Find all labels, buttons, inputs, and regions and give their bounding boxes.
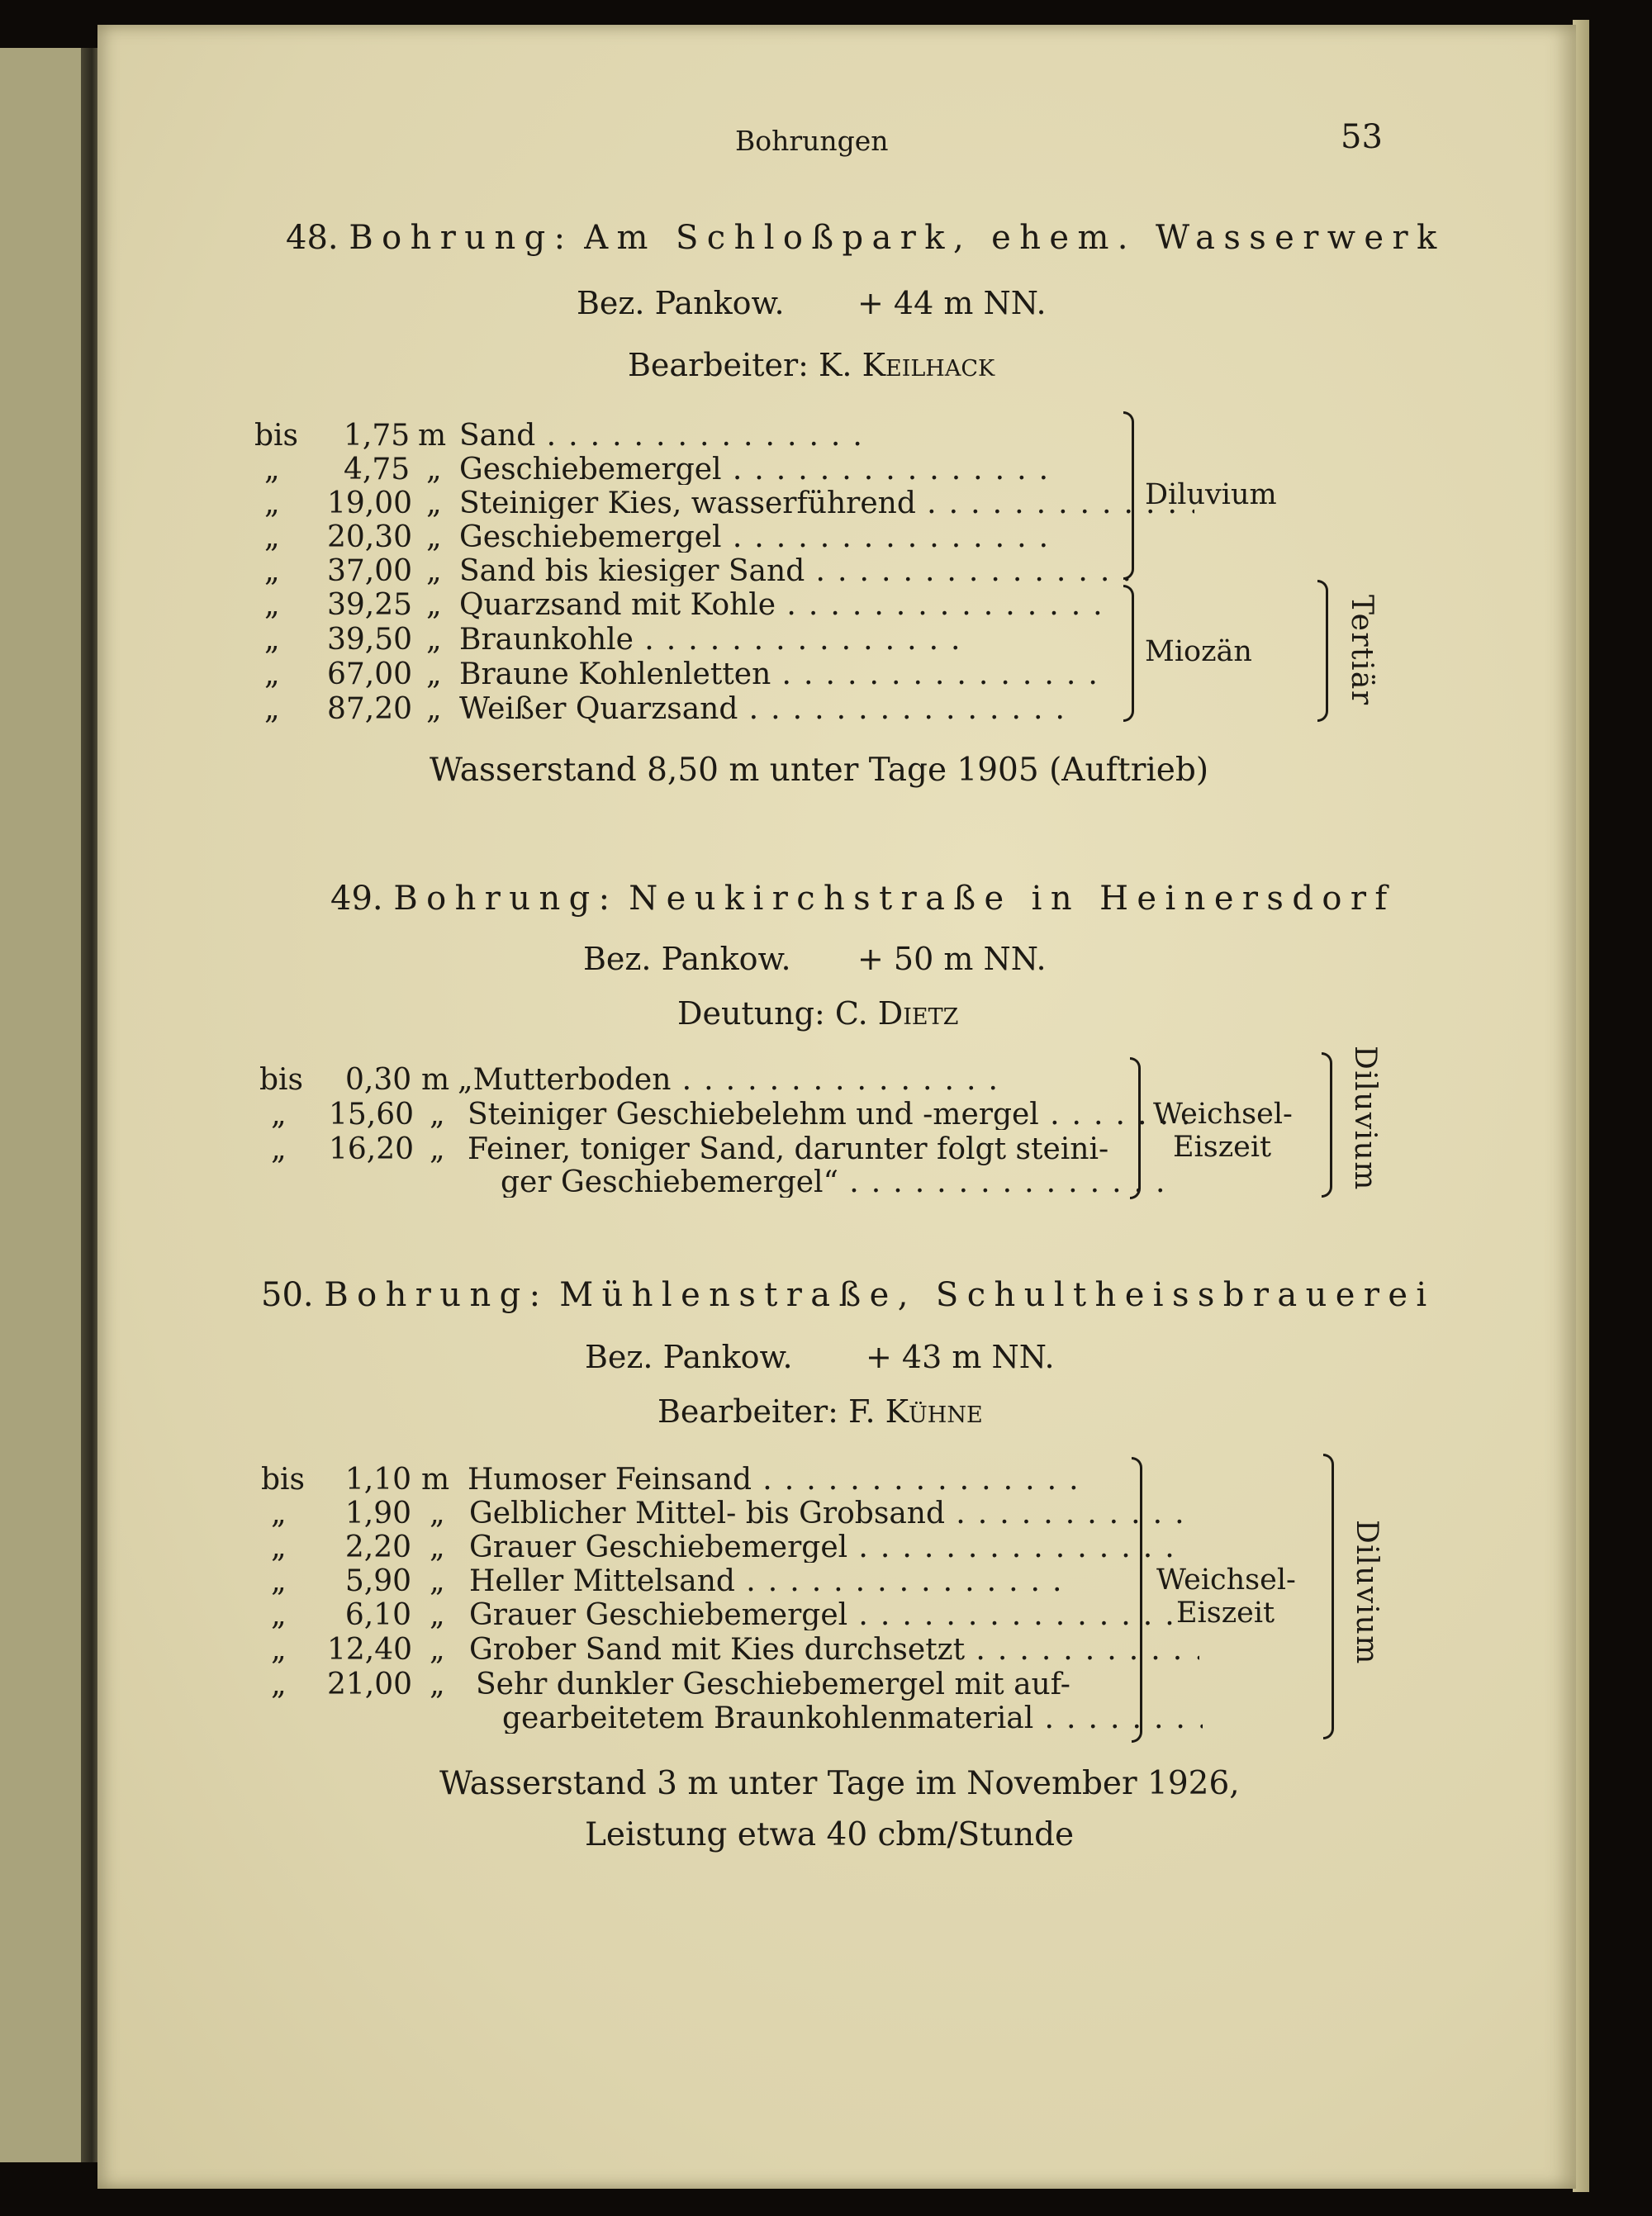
section-49-word: Bohrung: [393,880,619,918]
outer-group-diluvium-49: Diluvium [1348,1046,1382,1191]
section-50-elevation: + 43 m NN. [866,1339,1055,1375]
layer-desc-text: Geschiebemergel . . [459,523,1050,553]
book-gutter [81,48,99,2162]
section-50-author [657,1393,983,1430]
layer-prefix: „ [271,1598,287,1632]
layer-depth: 4,75 [344,453,411,486]
layer-unit: „ [426,520,442,554]
section-50-author-label: Bearbeiter: [657,1393,838,1430]
layer-desc-text: Grober Sand mit Kies durchsetzt . . [469,1635,1199,1665]
layer-depth: 16,20 [329,1132,415,1166]
layer-desc-text: Gelblicher Mittel- bis Grobsand . . [469,1499,1199,1529]
layer-unit: „ [426,657,442,691]
layer-prefix: „ [264,486,280,520]
layer-prefix: „ [264,588,280,622]
layer-description [458,1065,1198,1095]
section-50-note-1: Wasserstand 3 m unter Tage im November 1926, [439,1765,1240,1802]
section-49-author-initial: C. [834,995,868,1032]
layer-prefix: „ [271,1633,287,1667]
layer-depth: 67,00 [327,657,413,691]
layer-desc-text: Quarzsand mit Kohle . . [459,591,1104,620]
layer-depth: 0,30 [345,1063,412,1097]
group-diluvium: Diluvium [1145,478,1277,511]
layer-description [459,695,1194,724]
section-49-district: Bez. Pankow. [583,941,791,977]
section-50-word: Bohrung: [324,1276,549,1314]
layer-unit: „ [430,1132,445,1166]
section-48-place: Am Schloßpark, ehem. Wasserwerk [584,219,1446,257]
layer-description: Feiner, toniger Sand, darunter folgt steini- [468,1132,1109,1166]
layer-depth: 2,20 [344,1530,411,1564]
layer-prefix: „ [264,623,280,657]
layer-description [468,1100,1198,1130]
layer-desc-text: Grauer Geschiebemergel . . [469,1533,1175,1563]
brace-diluvium-50 [1323,1454,1334,1739]
section-50-place: Mühlenstraße, Schultheissbrauerei [559,1276,1436,1314]
layer-depth: 6,10 [344,1598,411,1632]
layer-description [459,660,1194,690]
layer-desc-text: Sand . . [459,421,864,451]
layer-prefix: bis [254,419,299,453]
layer-unit: „ [426,486,442,520]
layer-unit: „ [426,692,442,726]
layer-prefix: „ [271,1530,287,1564]
layer-desc-text: Sand bis kiesiger Sand . . [459,557,1133,586]
layer-prefix: „ [264,520,280,554]
layer-unit: m [421,1463,450,1497]
brace-diluvium-49 [1322,1052,1332,1198]
layer-depth: 39,25 [327,588,413,622]
section-48-heading [286,219,1446,257]
layer-desc-text: Humoser Feinsand . . [468,1465,1080,1495]
layer-unit: „ [430,1098,445,1132]
section-49-author-name: Dietz [877,995,959,1032]
outer-group-diluvium-50: Diluvium [1350,1520,1384,1665]
layer-desc-text: Steiniger Geschiebelehm und -mergel . . [468,1100,1198,1130]
layer-prefix: „ [271,1497,287,1530]
layer-description [459,557,1194,586]
section-48-author [628,349,995,381]
layer-description: Sehr dunkler Geschiebemergel mit auf- [476,1668,1070,1701]
left-page-edge [0,48,89,2162]
brace-miozaen [1123,585,1134,722]
section-48-number: 48. [286,219,339,257]
group-weichsel-line1: Weichsel- [1153,1098,1293,1131]
section-49-elevation: + 50 m NN. [857,941,1047,977]
section-48-author-name: Keilhack [862,347,995,383]
layer-depth: 87,20 [327,692,413,726]
layer-description [469,1601,1199,1630]
section-50-heading [261,1276,1436,1314]
layer-desc-text: Weißer Quarzsand . . [459,695,1066,724]
layer-unit: „ [426,453,442,486]
layer-prefix: „ [271,1098,287,1132]
layer-unit: „ [426,554,442,588]
layer-desc-text: Geschiebemergel . . [459,455,1050,485]
section-48-elevation: + 44 m NN. [857,285,1047,321]
layer-unit: „ [430,1668,445,1701]
layer-desc-text: Heller Mittelsand . . [469,1567,1063,1597]
layer-unit: „ [426,588,442,622]
layer-depth: 21,00 [327,1668,413,1701]
section-50-district: Bez. Pankow. [585,1339,793,1375]
layer-depth: 1,90 [344,1497,411,1530]
book-page [97,25,1576,2189]
layer-unit: „ [430,1633,445,1667]
layer-description [459,455,1194,485]
layer-desc-text: gearbeitetem Braunkohlenmaterial . . [502,1704,1203,1734]
layer-unit: „ [430,1564,445,1598]
layer-prefix: „ [271,1132,287,1166]
section-49-author-label: Deutung: [677,995,825,1032]
layer-description [459,523,1194,553]
layer-prefix: bis [261,1463,306,1497]
section-50-author-initial: F. [848,1393,876,1430]
brace-tertiaer [1317,580,1328,722]
layer-prefix: „ [264,692,280,726]
layer-description [501,1168,1198,1198]
layer-prefix: „ [271,1564,287,1598]
running-title: Bohrungen [735,125,889,157]
layer-depth: 37,00 [327,554,413,588]
layer-depth: 1,75 [344,419,411,453]
section-49-place: Neukirchstraße in Heinersdorf [629,880,1396,918]
section-48-word: Bohrung: [349,219,574,257]
layer-prefix: „ [271,1668,287,1701]
layer-unit: „ [430,1598,445,1632]
layer-description [468,1465,1199,1495]
layer-description [459,625,1194,655]
section-50-number: 50. [261,1276,314,1314]
layer-desc-text: „Mutterboden . . [458,1065,999,1095]
layer-description [502,1704,1203,1734]
section-48-note: Wasserstand 8,50 m unter Tage 1905 (Auftrieb) [430,752,1209,789]
brace-weichsel-49 [1130,1057,1141,1199]
section-49-number: 49. [330,880,383,918]
layer-depth: 15,60 [329,1098,415,1132]
layer-description [469,1567,1199,1597]
layer-prefix: „ [264,657,280,691]
layer-description [469,1499,1199,1529]
section-50-note-2: Leistung etwa 40 cbm/Stunde [585,1816,1075,1853]
outer-group-tertiaer: Tertiär [1345,595,1379,706]
brace-diluvium [1123,411,1134,580]
layer-desc-text: ger Geschiebemergel“ . . [501,1168,1166,1198]
layer-description [469,1533,1199,1563]
layer-unit: „ [430,1497,445,1530]
page-number: 53 [1341,118,1383,156]
layer-prefix: „ [264,554,280,588]
section-49-author [677,995,959,1032]
layer-depth: 12,40 [327,1633,413,1667]
section-48-author-label: Bearbeiter: [628,347,809,383]
section-50-author-name: Kühne [885,1393,983,1430]
section-48-author-initial: K. [819,347,852,383]
layer-unit: „ [430,1530,445,1564]
layer-description [459,591,1194,620]
layer-unit: m [418,419,447,453]
brace-weichsel-50 [1132,1457,1142,1743]
group-weichsel-line2: Eiszeit [1173,1131,1272,1164]
layer-description [469,1635,1199,1665]
layer-depth: 1,10 [344,1463,411,1497]
layer-description [459,421,1194,451]
layer-prefix: „ [264,453,280,486]
layer-depth: 20,30 [327,520,413,554]
layer-depth: 19,00 [327,486,413,520]
layer-unit: m [421,1063,450,1097]
layer-depth: 39,50 [327,623,413,657]
layer-description [459,489,1194,519]
layer-desc-text: Braune Kohlenletten . . [459,660,1099,690]
group-weichsel-line2: Eiszeit [1176,1597,1275,1630]
section-49-heading [330,880,1396,918]
layer-desc-text: Steiniger Kies, wasserführend . . [459,489,1194,519]
layer-desc-text: Braunkohle . . [459,625,961,655]
layer-unit: „ [426,623,442,657]
group-weichsel-line1: Weichsel- [1156,1564,1296,1597]
group-miozaen: Miozän [1145,635,1252,668]
layer-desc-text: Grauer Geschiebemergel . . [469,1601,1175,1630]
layer-prefix: bis [259,1063,304,1097]
layer-depth: 5,90 [344,1564,411,1598]
section-48-district: Bez. Pankow. [577,285,785,321]
